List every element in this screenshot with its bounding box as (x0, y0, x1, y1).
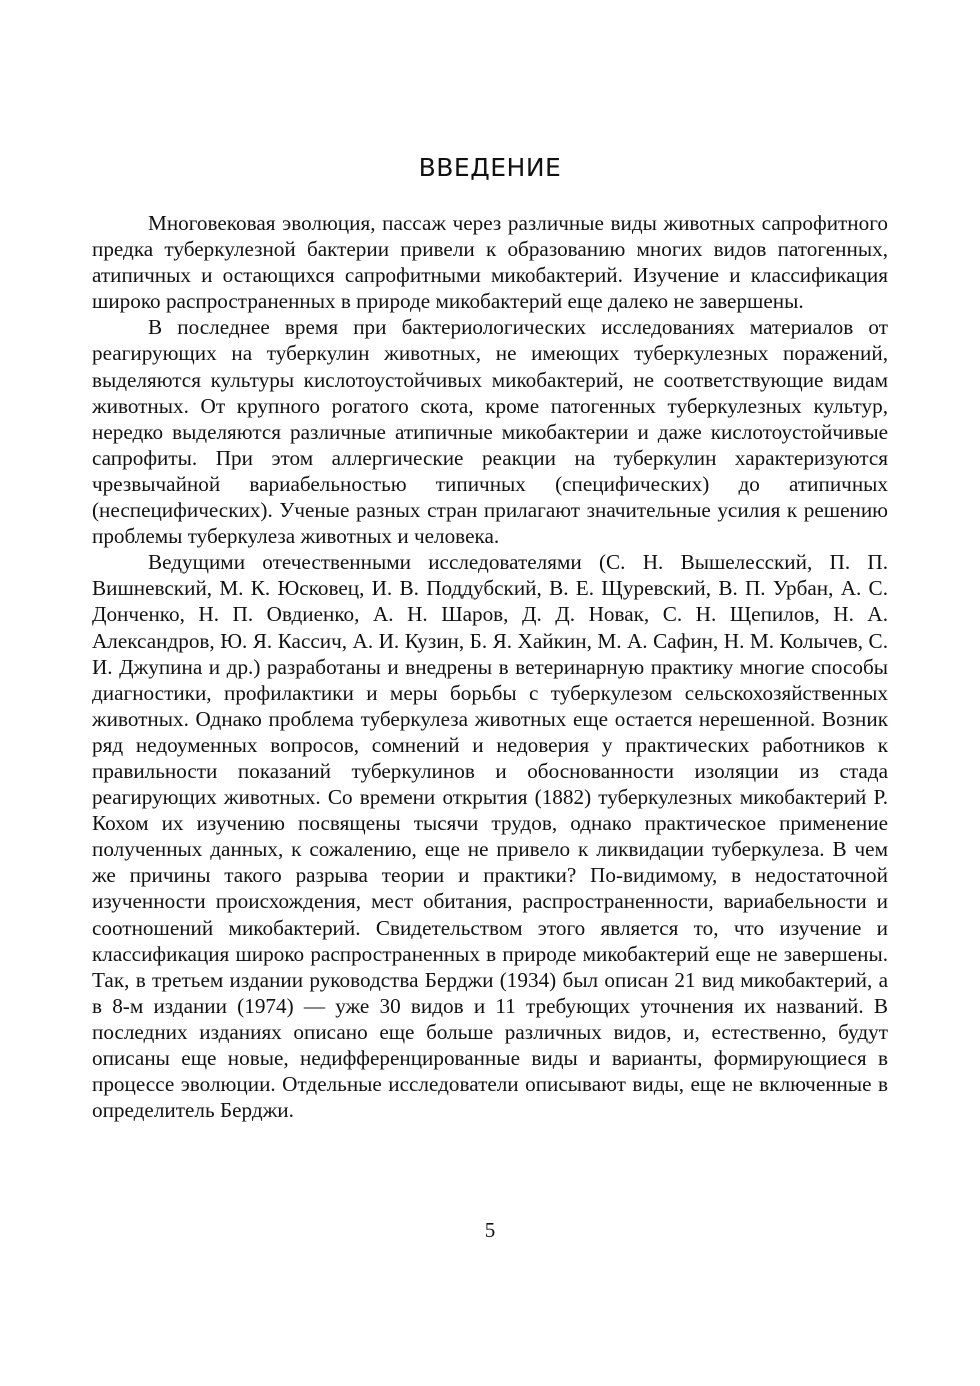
chapter-title: ВВЕДЕНИЕ (418, 153, 562, 182)
paragraph-3: Ведущими отечественными исследователями (С. Н. Вышелесский, П. П. Вишневский, М. К. Юсковец, И. В. Поддубский, В. Е. Щуревский, В. П. Урбан, А. С. Донченко, Н. П. Овдиенко, А. Н. Шаров, Д. Д. Новак, С. Н. Щепилов, Н. А. Александров, Ю. Я. Кассич, А. И. Кузин, Б. Я. Хайкин, М. А. Сафин, Н. М. Колычев, С. И. Джупина и др.) разработаны и внедрены в ветеринарную практику многие способы диагностики, профилактики и меры борьбы с туберкулезом сельскохозяйственных животных. Однако проблема туберкулеза животных еще остается нерешенной. Возник ряд недоуменных вопросов, сомнений и недоверия у практических работников к правильности показаний туберкулинов и обоснованности изоляции из стада реагирующих животных. Со времени открытия (1882) туберкулезных микобактерий Р. Кохом их изучению посвящены тысячи трудов, однако практическое применение полученных данных, к сожалению, еще не привело к ликвидации туберкулеза. В чем же причины такого разрыва теории и практики? По-видимому, в недостаточной изученности происхождения, мест обитания, распространенности, вариабельности и соотношений микобактерий. Свидетельством этого является то, что изучение и классификация широко распространенных в природе микобактерий еще не завершены. Так, в третьем издании руководства Берджи (1934) был описан 21 вид микобактерий, а в 8-м издании (1974) — уже 30 видов и 11 требующих уточнения их названий. В последних изданиях описано еще больше различных видов, и, естественно, будут описаны еще новые, недифференцированные виды и варианты, формирующиеся в процессе эволюции. Отдельные исследователи описывают виды, еще не включенные в определитель Берджи. (92, 550, 888, 1123)
paragraph-2: В последнее время при бактериологических исследованиях материалов от реагирующих на туберкулин животных, не имеющих туберкулезных поражений, выделяются культуры кислотоустойчивых микобактерий, не соответствующие видам животных. От крупного рогатого скота, кроме патогенных туберкулезных культур, нередко выделяются различные атипичные микобактерии и даже кислотоустойчивые сапрофиты. При этом аллергические реакции на туберкулин характеризуются чрезвычайной вариабельностью типичных (специфических) до атипичных (неспецифических). Ученые разных стран прилагают значительные усилия к решению проблемы туберкулеза животных и человека. (92, 315, 888, 549)
body-text (92, 210, 888, 1123)
page-number: 5 (484, 1218, 496, 1242)
paragraph-1: Многовековая эволюция, пассаж через различные виды животных сапрофитного предка туберкулезной бактерии привели к образованию многих видов патогенных, атипичных и остающихся сапрофитными микобактерий. Изучение и классификация широко распространенных в природе микобактерий еще далеко не завершены. (92, 211, 888, 314)
